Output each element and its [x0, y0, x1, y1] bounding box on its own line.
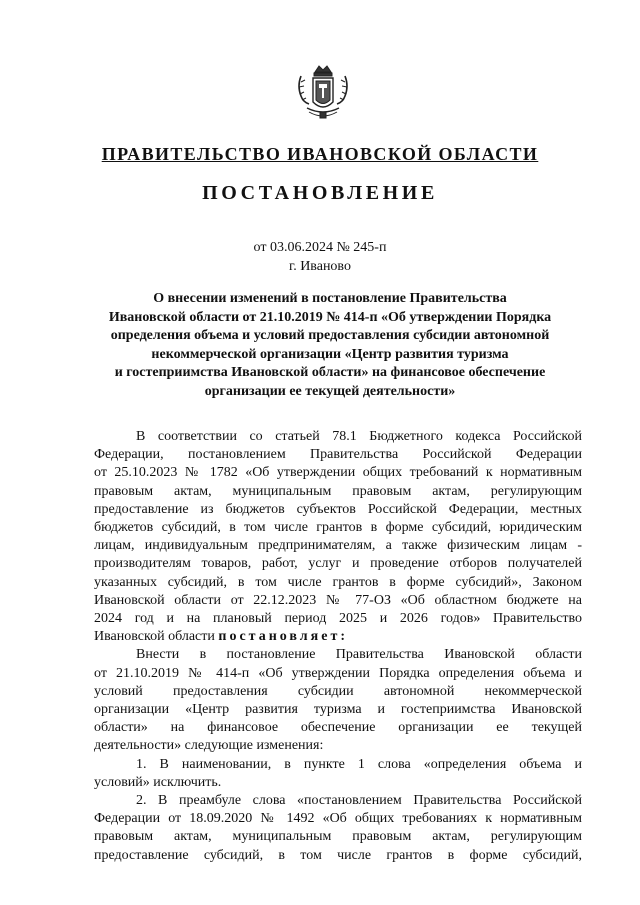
paragraph-line: 1. В наименовании, в пункте 1 слова «определения объема и [136, 756, 582, 772]
title-line: Ивановской области от 21.10.2019 № 414-п «Об утверждении Порядка [108, 309, 552, 325]
preamble-line: от 25.10.2023 № 1782 «Об утверждении общих требований к нормативным [94, 465, 582, 481]
paragraph-line: условий» исключить. [94, 774, 222, 790]
paragraph-line: правовым актам, муниципальным правовым актам, регулирующим [94, 829, 582, 845]
title-line: организации ее текущей деятельности» [204, 383, 456, 399]
document-type: ПОСТАНОВЛЕНИЕ [202, 182, 438, 204]
title-line: некоммерческой организации «Центр развития туризма [151, 346, 509, 362]
preamble-line: бюджетов субсидий, в том числе грантов в форме субсидий, юридическим [94, 520, 582, 536]
resolves-word: постановляет: [218, 629, 348, 645]
preamble-line: 2024 год и на плановый период 2025 и 2026 годов» Правительство [94, 611, 582, 627]
title-line: О внесении изменений в постановление Правительства [153, 291, 507, 306]
preamble-line-prefix: Ивановской области [94, 629, 219, 645]
title-line: определения объема и условий предоставления субсидии автономной [110, 328, 550, 344]
coat-of-arms-icon [293, 62, 353, 124]
paragraph-line: от 21.10.2019 № 414-п «Об утверждении Порядка определения объема и [94, 665, 582, 681]
organization-title: ПРАВИТЕЛЬСТВО ИВАНОВСКОЙ ОБЛАСТИ [101, 144, 539, 164]
paragraph-line: Федерации от 18.09.2020 № 1492 «Об общих требованиях к нормативным [94, 811, 582, 827]
preamble-line: Федерации, постановлением Правительства Российской Федерации [94, 447, 582, 463]
preamble-line: производителям товаров, работ, услуг и проведение отборов получателей [94, 556, 582, 572]
document-body [94, 428, 582, 865]
preamble-line: правовым актам, муниципальным правовым актам, регулирующим [94, 483, 582, 499]
paragraph-line: области» на финансовое обеспечение организации ее текущей [94, 720, 582, 736]
paragraph-line: условий предоставления субсидии автономной некоммерческой [94, 683, 582, 699]
document-date-number: от 03.06.2024 № 245-п [253, 240, 387, 255]
preamble-closing-line [94, 628, 582, 646]
paragraph-line: предоставление субсидий, в том числе грантов в форме субсидий, [94, 847, 582, 863]
preamble-line: Ивановской области от 22.12.2023 № 77-ОЗ «Об областном бюджете на [94, 592, 582, 608]
preamble-line: предоставление из бюджетов субъектов Российской Федерации, местных [94, 501, 582, 517]
preamble-line: лицам, индивидуальным предпринимателям, а также физическим лицам - [94, 538, 582, 554]
document-title [95, 290, 565, 402]
paragraph-line: Внести в постановление Правительства Ивановской области [136, 647, 582, 663]
title-line: и гостеприимства Ивановской области» на финансовое обеспечение [114, 365, 546, 381]
preamble-line: В соответствии со статьей 78.1 Бюджетного кодекса Российской [136, 429, 582, 444]
paragraph-line: организации «Центр развития туризма и гостеприимства Ивановской [94, 702, 582, 718]
document-city: г. Иваново [289, 259, 351, 274]
paragraph-line: деятельности» следующие изменения: [94, 738, 324, 754]
paragraph-line: 2. В преамбуле слова «постановлением Правительства Российской [136, 793, 582, 809]
preamble-line: указанных субсидий, в том числе грантов в форме субсидий», Законом [94, 574, 582, 590]
